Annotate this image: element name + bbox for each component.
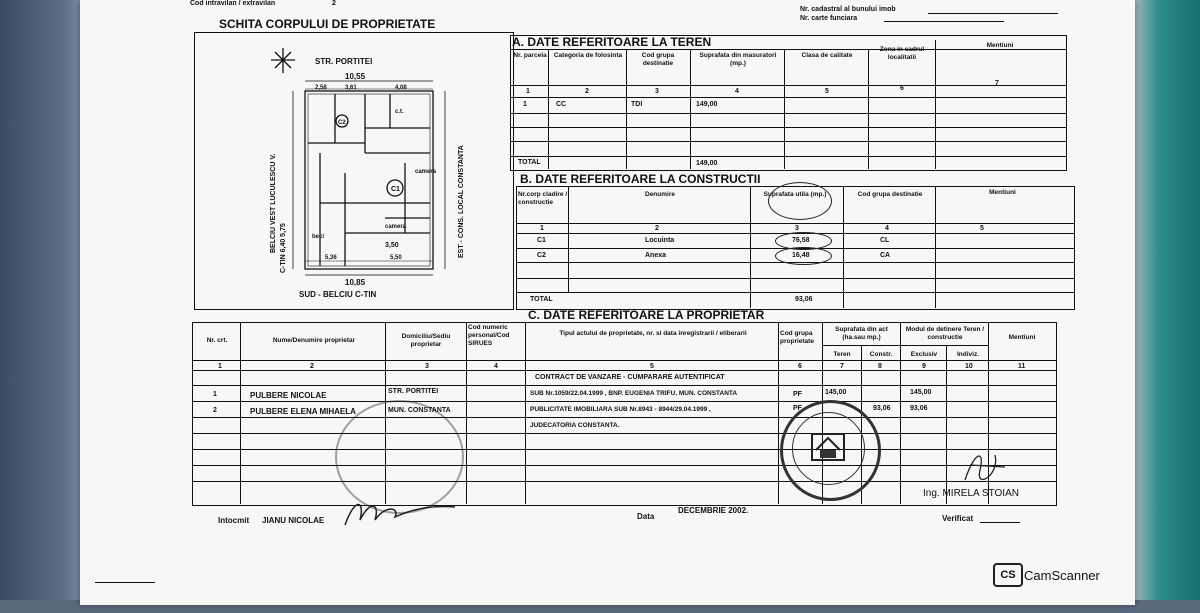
row2-cod: PF xyxy=(793,405,802,412)
act-line-2: SUB Nr.1059/22.04.1999 , BNP. EUGENIA TRIFU, MUN. CONSTANTA xyxy=(530,390,738,397)
proprietar-header-teren: Teren xyxy=(833,351,851,358)
teren-row-cod: TDI xyxy=(631,101,643,108)
nr-cadastral-line xyxy=(928,13,1058,14)
svg-text:EST - CONS. LOCAL CONSTANTA: EST - CONS. LOCAL CONSTANTA xyxy=(458,145,465,258)
svg-text:5,50: 5,50 xyxy=(390,255,402,261)
svg-text:STR. PORTITEI: STR. PORTITEI xyxy=(315,57,373,66)
teren-header-clasa: Clasa de calitate xyxy=(801,52,853,59)
svg-text:camera: camera xyxy=(415,169,437,175)
row2-nr: 2 xyxy=(213,407,217,414)
constructii-row1-cod: CL xyxy=(880,237,890,244)
constructii-row1-denumire: Locuinta xyxy=(645,237,675,244)
svg-text:10,85: 10,85 xyxy=(345,278,366,287)
proprietar-title: C. DATE REFERITOARE LA PROPRIETAR xyxy=(528,308,765,322)
svg-text:SUD - BELCIU C-TIN: SUD - BELCIU C-TIN xyxy=(299,290,377,299)
data-label: Data xyxy=(637,512,655,521)
proprietar-header-tip-act: Tipul actului de proprietate, nr. si data inregistrarii / eliberarii xyxy=(559,330,747,337)
proprietar-header-suprafata: Suprafata din act (ha.sau mp.) xyxy=(835,326,888,341)
svg-text:beci: beci xyxy=(312,234,325,240)
svg-text:10,55: 10,55 xyxy=(345,72,366,81)
svg-text:BELCIU VEST LUCULESCU V.: BELCIU VEST LUCULESCU V. xyxy=(270,153,277,253)
intocmit-label: Intocmit xyxy=(218,516,250,525)
proprietar-header-constr: Constr. xyxy=(869,351,893,358)
row1-nume: PULBERE NICOLAE xyxy=(250,391,327,400)
seal-emblem-icon xyxy=(800,420,856,475)
verificat-label: Verificat xyxy=(942,514,974,523)
teren-title: A. DATE REFERITOARE LA TEREN xyxy=(512,35,712,49)
row1-domiciliu: STR. PORTITEI xyxy=(388,388,439,395)
svg-text:2,58: 2,58 xyxy=(315,85,327,91)
schita-title: SCHITA CORPULUI DE PROPRIETATE xyxy=(219,17,436,31)
teren-row-categoria: CC xyxy=(556,101,567,108)
suprafata-circle-mark xyxy=(768,182,832,220)
proprietar-header-modul: Modul de detinere Teren / constructie xyxy=(905,326,985,341)
row2-domiciliu: MUN. CONSTANTA xyxy=(388,407,451,414)
proprietar-header-indiviz: Indiviz. xyxy=(956,351,980,358)
nr-carte-label: Nr. carte funciara xyxy=(800,15,858,22)
teren-header-mentiuni: Mentiuni xyxy=(986,42,1014,49)
constructii-row2-denumire: Anexa xyxy=(645,252,667,259)
constructii-row2-nr: C2 xyxy=(537,252,546,259)
row1-teren: 145,00 xyxy=(825,389,847,396)
teren-row-parcela: 1 xyxy=(523,101,527,108)
svg-text:3,61: 3,61 xyxy=(345,85,357,91)
svg-text:c.t.: c.t. xyxy=(395,109,404,115)
row1-nr: 1 xyxy=(213,391,217,398)
act-line-1: CONTRACT DE VANZARE - CUMPARARE AUTENTIFICAT xyxy=(535,374,725,381)
constructii-header-denumire: Denumire xyxy=(645,191,675,198)
data-value: DECEMBRIE 2002. xyxy=(678,506,749,515)
act-line-4: JUDECATORIA CONSTANTA. xyxy=(530,422,620,429)
row1-exclusiv: 145,00 xyxy=(910,389,932,396)
teren-header-parcela: Nr. parcela xyxy=(513,52,547,59)
constructii-header-mentiuni: Mentiuni xyxy=(989,189,1016,196)
row2-circle-mark xyxy=(775,247,832,265)
svg-text:C2: C2 xyxy=(338,120,346,126)
proprietar-header-domiciliu: Domiciliu/Sediu proprietar xyxy=(401,333,451,348)
signature-verificat-icon xyxy=(955,445,1015,490)
svg-text:C1: C1 xyxy=(391,186,400,193)
svg-text:camera: camera xyxy=(385,224,407,230)
svg-text:C-TIN 6,40 5,75: C-TIN 6,40 5,75 xyxy=(280,223,287,273)
row2-exclusiv: 93,06 xyxy=(910,405,928,412)
teren-header-suprafata: Suprafata din masuratori (mp.) xyxy=(699,52,777,67)
cod-intravilan-label: Cod intravilan / extravilan xyxy=(190,0,276,7)
teren-row-suprafata: 149,00 xyxy=(696,101,718,108)
constructii-title: B. DATE REFERITOARE LA CONSTRUCTII xyxy=(520,172,761,186)
constructii-row1-suprafata: 76,58 xyxy=(792,237,810,244)
proprietar-header-nume: Nume/Denumire proprietar xyxy=(272,337,356,344)
proprietar-header-nr: Nr. crt. xyxy=(206,337,228,344)
constructii-header-cod: Cod grupa destinatie xyxy=(857,191,923,198)
constructii-total-label: TOTAL xyxy=(530,296,553,303)
proprietar-header-cod-grupa: Cod grupa proprietate xyxy=(780,330,814,345)
inginer-name: Ing. MIRELA STOIAN xyxy=(923,488,1019,499)
nr-cadastral-label: Nr. cadastral al bunului imob xyxy=(800,6,896,13)
proprietar-header-cod: Cod numeric personal/Cod SIRUES xyxy=(468,324,510,347)
cod-intravilan-value: 2 xyxy=(332,0,336,7)
constructii-header-suprafata: Suprafata utila (mp.) xyxy=(763,191,827,198)
svg-text:5,36: 5,36 xyxy=(325,255,337,261)
signature-intocmit-icon xyxy=(340,495,460,530)
teren-total-label: TOTAL xyxy=(518,159,541,166)
background-right xyxy=(1130,0,1200,613)
background-left xyxy=(0,0,90,613)
constructii-total-value: 93,06 xyxy=(795,296,813,303)
camscanner-logo-icon: CS xyxy=(993,563,1023,587)
proprietar-header-exclusiv: Exclusiv xyxy=(910,351,938,358)
constructii-header-nr: Nr.corp cladire / constructie xyxy=(518,191,568,206)
nr-carte-line xyxy=(884,21,1004,22)
teren-header-cod: Cod grupa destinatie xyxy=(641,52,675,67)
teren-header-categoria: Categoria de folosinta xyxy=(553,52,623,59)
intocmit-name: JIANU NICOLAE xyxy=(262,516,325,525)
row2-nume: PULBERE ELENA MIHAELA xyxy=(250,407,356,416)
constructii-row2-cod: CA xyxy=(880,252,891,259)
teren-total-value: 149,00 xyxy=(696,160,718,167)
constructii-row2-suprafata: 16,48 xyxy=(792,252,810,259)
svg-text:4,08: 4,08 xyxy=(395,85,407,91)
camscanner-label: CamScanner xyxy=(1024,568,1100,583)
proprietar-header-mentiuni: Mentiuni xyxy=(1008,334,1036,341)
act-line-3: PUBLICITATE IMOBILIARA SUB Nr.8943 - 8944/29.04.1999 , xyxy=(530,406,711,413)
svg-text:3,50: 3,50 xyxy=(385,242,399,249)
teren-header-zona: Zona in cadrul localitatii xyxy=(879,46,925,61)
row2-constr: 93,06 xyxy=(873,405,891,412)
floor-plan-drawing xyxy=(195,33,511,308)
row1-cod: PF xyxy=(793,391,802,398)
constructii-row1-nr: C1 xyxy=(537,237,546,244)
